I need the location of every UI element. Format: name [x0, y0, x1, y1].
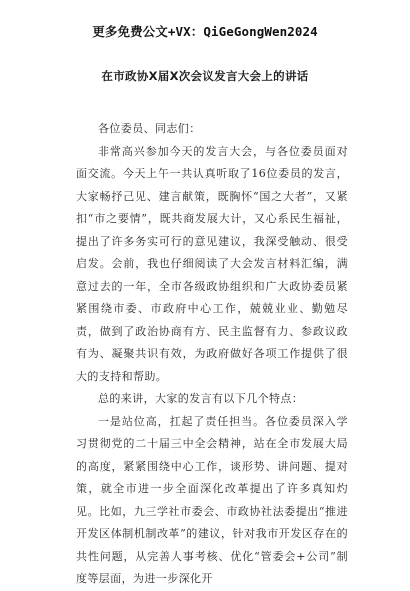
body-paragraph: 非常高兴参加今天的发言大会，与各位委员面对面交流。今天上午一共认真听取了16位委员的发言，大家畅抒己见、建言献策，既胸怀“国之大者”，又紧扣“市之要情”，既共商发展大计，又心系民生福祉，提出了许多务实可行的意见建议，我深受触动、很受启发。会前，我也仔细阅读了大会发言材料汇编，满意过去的一年，全市各级政协组织和广大政协委员紧紧围绕市委、市政府中心工作，兢兢业业、勤勉尽责，做到了政治协商有方、民主监督有力、参政议政有为、凝聚共识有效，为政府做好各项工作提供了很大的支持和帮助。	[76, 144, 348, 383]
document-title: 在市政协X届X次会议发言大会上的讲话	[101, 69, 309, 83]
body-paragraph: 总的来讲，大家的发言有以下几个特点：	[98, 392, 304, 405]
salutation-paragraph: 各位委员、同志们：	[98, 122, 201, 135]
watermark-text: 更多免费公文+VX：QiGeGongWen2024	[92, 24, 318, 39]
body-paragraph: 一是站位高，扛起了责任担当。各位委员深入学习贯彻党的二十届三中全会精神，站在全市发展大局的高度，紧紧围绕中心工作，谈形势、讲问题、提对策，就全市进一步全面深化改革提出了许多真知灼见。比如，九三学社市委会、市政协社法委提出“推进开发区体制机制改革”的建议，针对我市开发区存在的共性问题，从完善人事考核、优化“管委会+公司”制度等层面，为进一步深化开	[76, 414, 348, 585]
document-body	[76, 118, 348, 591]
